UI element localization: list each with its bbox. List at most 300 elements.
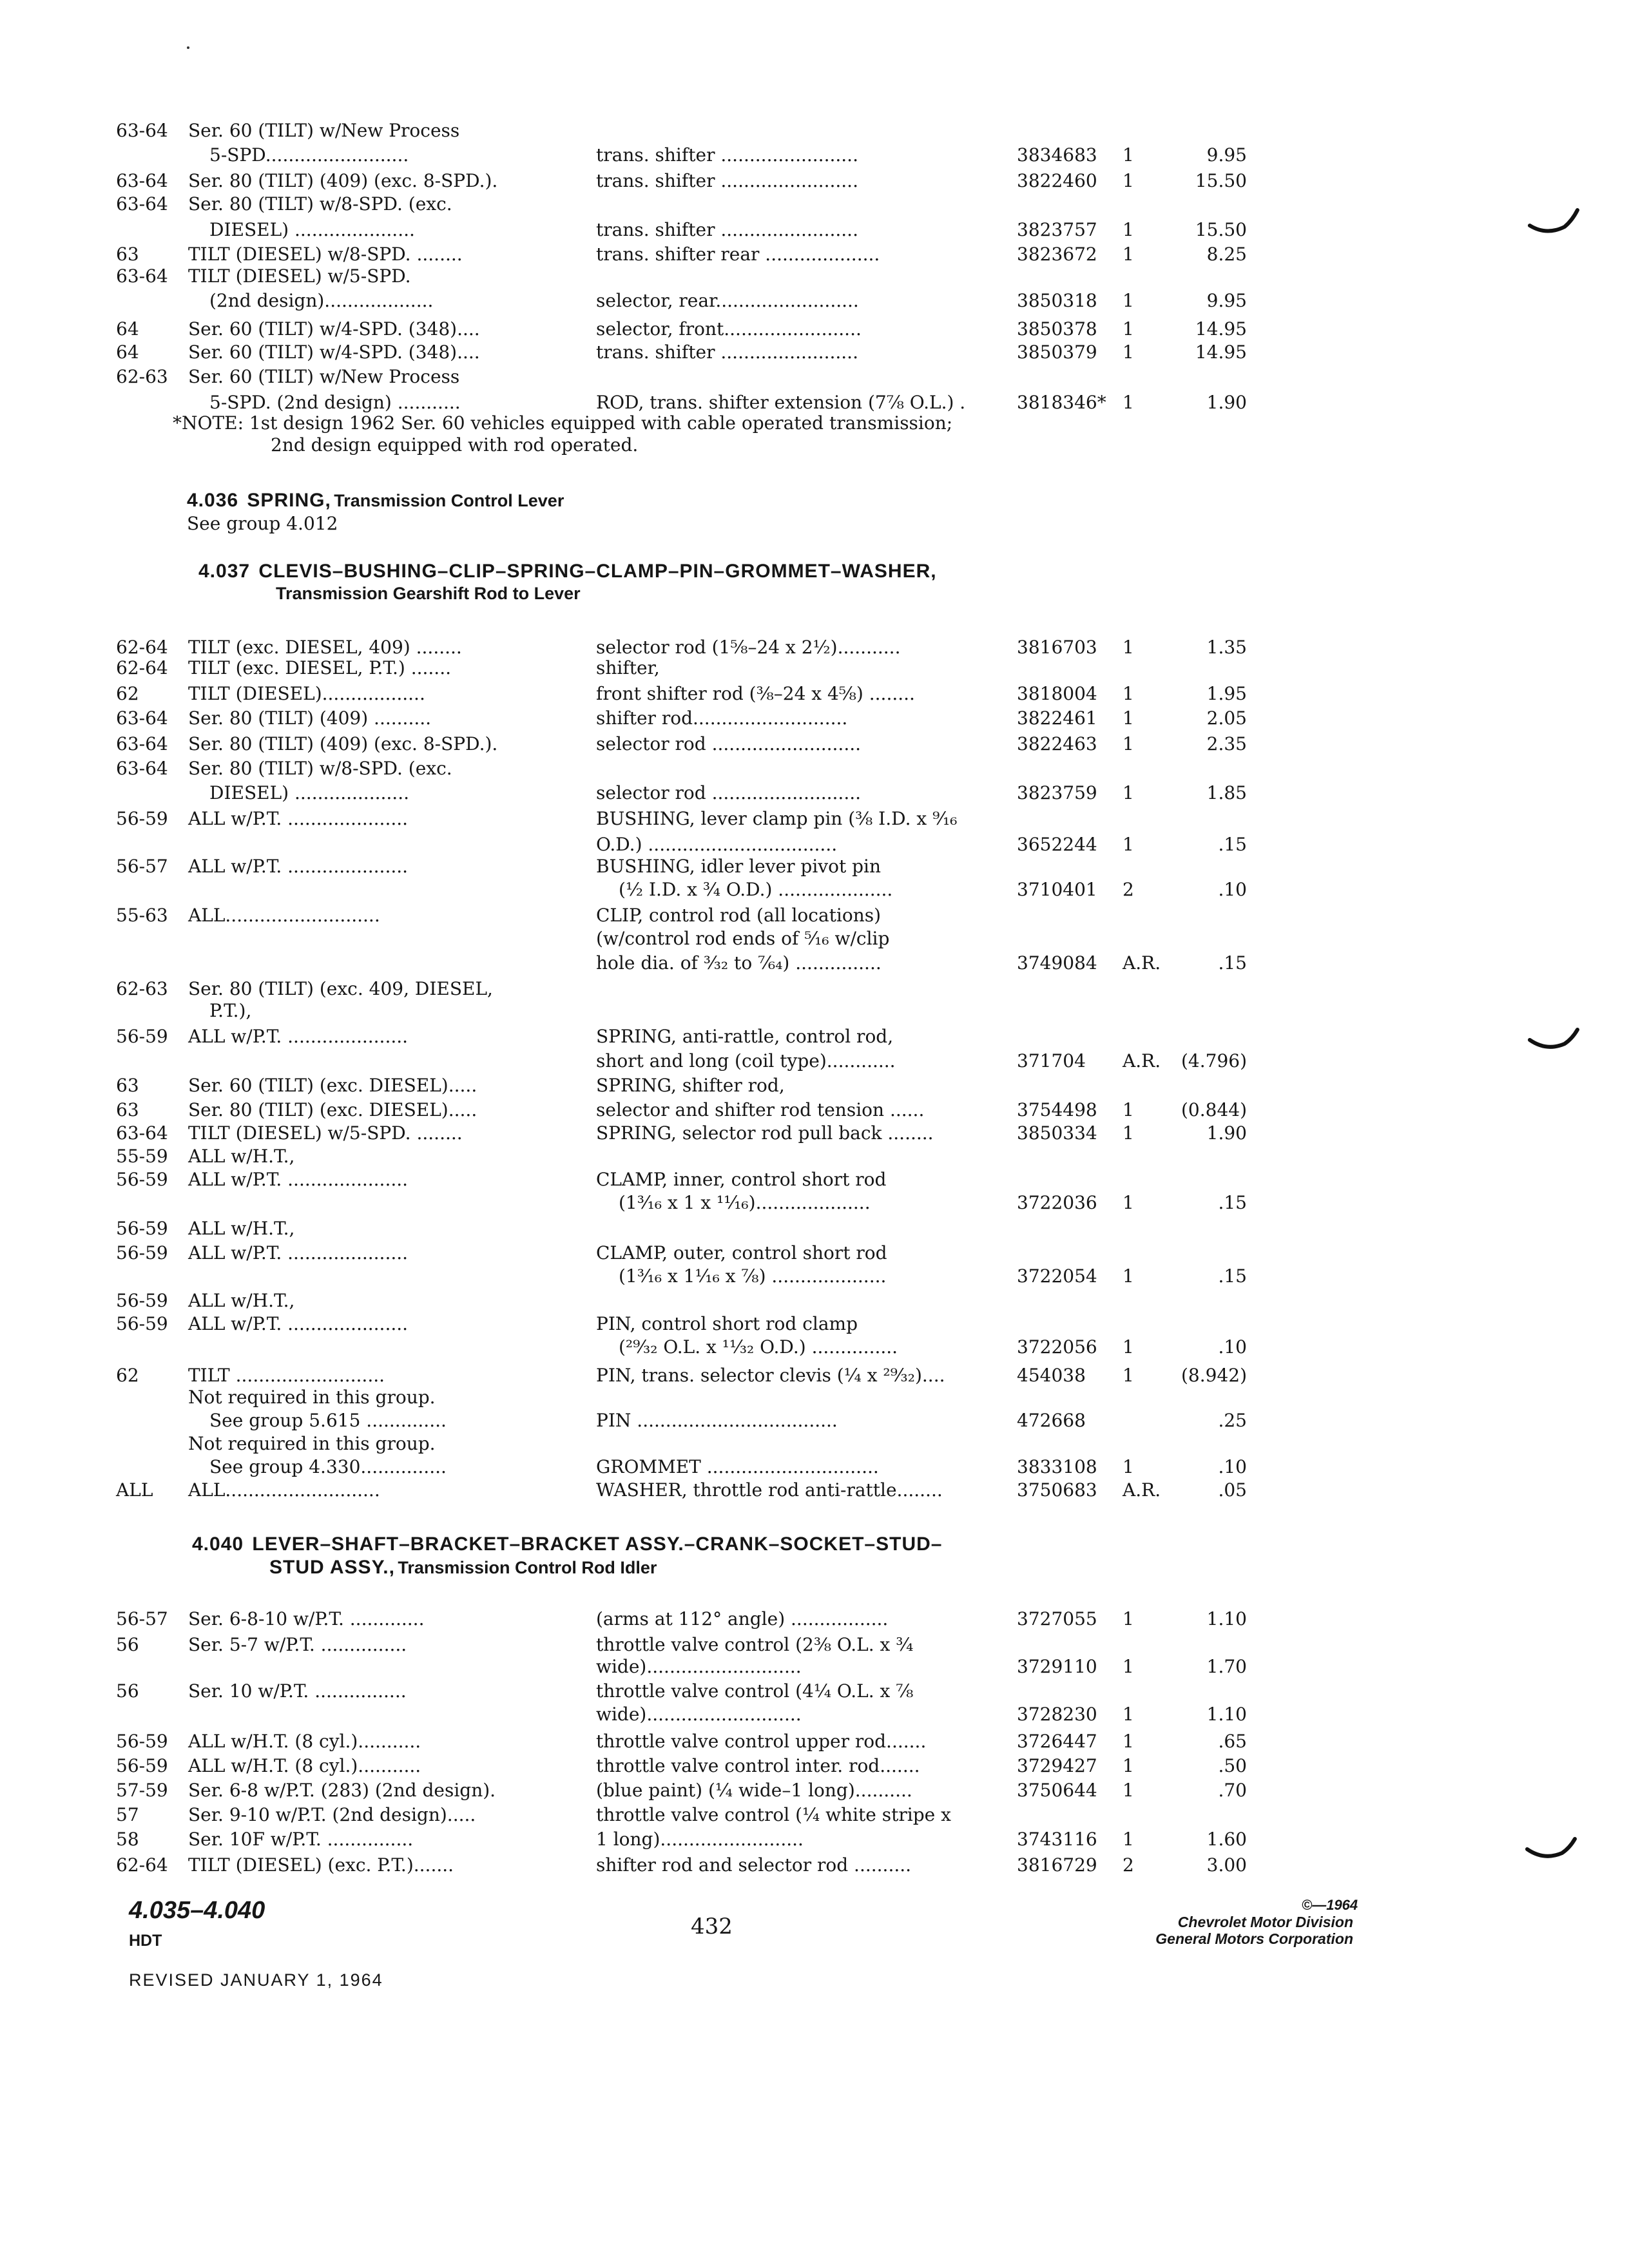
section-number: 4.037 — [198, 561, 251, 582]
table-row — [0, 977, 1629, 1001]
description-cell: BUSHING, idler lever pivot pin — [596, 856, 882, 877]
description-cell: SPRING, selector rod pull back ........ — [596, 1122, 934, 1144]
description-cell: CLAMP, inner, control short rod — [596, 1169, 887, 1190]
year-cell: 63-64 — [116, 193, 168, 215]
section-heading-4036 — [187, 490, 564, 512]
part-number-cell: 3749084 — [1017, 952, 1097, 974]
application-cell: Ser. 80 (TILT) (409) .......... — [188, 707, 432, 729]
part-number-cell: 3729427 — [1017, 1755, 1097, 1776]
table-row — [0, 1264, 1629, 1289]
table-row — [0, 1363, 1629, 1388]
footer-division: Chevrolet Motor Division — [1177, 1914, 1353, 1930]
table-row — [0, 903, 1629, 928]
table-row — [0, 1168, 1629, 1192]
price-cell: .15 — [1218, 1192, 1247, 1213]
description-cell: SPRING, anti-rattle, control rod, — [596, 1026, 894, 1047]
price-cell: .10 — [1218, 1336, 1247, 1358]
table-row — [0, 706, 1629, 731]
part-number-cell: 3823672 — [1017, 244, 1097, 265]
description-cell: trans. shifter ........................ — [596, 144, 858, 166]
table-row — [0, 756, 1629, 781]
year-cell: 62-64 — [116, 1854, 168, 1876]
year-cell: 56-59 — [116, 1755, 168, 1776]
application-cell: Ser. 80 (TILT) (409) (exc. 8-SPD.). — [188, 170, 498, 191]
table-row — [0, 169, 1629, 193]
part-number-cell: 3816729 — [1017, 1854, 1097, 1876]
application-cell: Not required in this group. — [188, 1433, 436, 1454]
price-cell: .70 — [1218, 1780, 1247, 1801]
table-row — [0, 365, 1629, 389]
price-cell: 9.95 — [1206, 144, 1247, 166]
price-cell: 1.85 — [1206, 782, 1247, 803]
quantity-cell: 1 — [1123, 244, 1134, 265]
footer-revised-date: REVISED JANUARY 1, 1964 — [129, 1970, 383, 1990]
description-cell: PIN ................................... — [596, 1410, 838, 1431]
price-cell: .50 — [1218, 1755, 1247, 1776]
table-row — [0, 192, 1629, 216]
price-cell: .15 — [1218, 834, 1247, 855]
price-cell: .05 — [1218, 1479, 1247, 1501]
description-cell: trans. shifter ........................ — [596, 170, 858, 191]
year-cell: 56-59 — [116, 1026, 168, 1047]
year-cell: 63-64 — [116, 170, 168, 191]
application-cell: TILT (DIESEL) w/5-SPD. ........ — [188, 1122, 463, 1144]
price-cell: 3.00 — [1206, 1854, 1247, 1876]
application-cell: P.T.), — [209, 1000, 252, 1021]
application-cell: TILT (DIESEL) w/8-SPD. ........ — [188, 244, 463, 265]
table-row — [0, 1853, 1629, 1878]
table-row — [0, 656, 1629, 680]
section-subtitle: Transmission Control Rod Idler — [398, 1558, 657, 1577]
description-cell: trans. shifter rear .................... — [596, 244, 880, 265]
year-cell: 63 — [116, 1075, 139, 1096]
quantity-cell: 1 — [1123, 782, 1134, 803]
year-cell: 62-63 — [116, 366, 168, 387]
application-cell: Ser. 80 (TILT) w/8-SPD. (exc. — [188, 758, 452, 779]
quantity-cell: 2 — [1123, 879, 1134, 900]
table-row — [0, 854, 1629, 879]
application-cell: TILT (DIESEL).................. — [188, 683, 425, 704]
description-cell: front shifter rod (⅜–24 x 4⅝) ........ — [596, 683, 915, 704]
section-title: SPRING, — [247, 490, 331, 511]
part-number-cell: 3729110 — [1017, 1656, 1097, 1677]
price-cell: 1.95 — [1206, 683, 1247, 704]
application-cell: Ser. 60 (TILT) w/4-SPD. (348).... — [188, 318, 480, 340]
table-row — [0, 1144, 1629, 1169]
table-row — [0, 1049, 1629, 1073]
table-row — [0, 878, 1629, 902]
description-cell: (blue paint) (¼ wide–1 long).......... — [596, 1780, 912, 1801]
table-row — [0, 807, 1629, 831]
part-number-cell: 3833108 — [1017, 1456, 1097, 1477]
application-cell: ALL w/P.T. ..................... — [188, 1313, 409, 1334]
table-row — [0, 781, 1629, 805]
table-row — [0, 1478, 1629, 1503]
application-cell: DIESEL) ..................... — [209, 219, 415, 240]
footer-copyright: ©—1964 — [1302, 1897, 1358, 1913]
application-cell: Ser. 6-8 w/P.T. (283) (2nd design). — [188, 1780, 496, 1801]
section-number: 4.040 — [192, 1533, 244, 1555]
table-row — [0, 927, 1629, 951]
part-number-cell: 3743116 — [1017, 1829, 1097, 1850]
part-number-cell: 3726447 — [1017, 1731, 1097, 1752]
application-cell: TILT (DIESEL) (exc. P.T.)....... — [188, 1854, 454, 1876]
part-number-cell: 3722054 — [1017, 1265, 1097, 1287]
description-cell: selector and shifter rod tension ...... — [596, 1099, 925, 1120]
price-cell: 1.60 — [1206, 1829, 1247, 1850]
part-number-cell: 371704 — [1017, 1050, 1086, 1072]
description-cell: GROMMET .............................. — [596, 1456, 879, 1477]
price-cell: .10 — [1218, 1456, 1247, 1477]
application-cell: Ser. 10 w/P.T. ................ — [188, 1680, 407, 1702]
quantity-cell: A.R. — [1123, 1050, 1161, 1072]
table-row — [0, 1191, 1629, 1215]
description-cell: throttle valve control (¼ white stripe x — [596, 1804, 951, 1825]
part-number-cell: 3822461 — [1017, 707, 1097, 729]
section-title: LEVER–SHAFT–BRACKET–BRACKET ASSY.–CRANK–SOCKET–STUD– — [252, 1533, 943, 1555]
table-row — [0, 264, 1629, 289]
year-cell: 62-63 — [116, 978, 168, 999]
description-cell: wide)........................... — [596, 1656, 802, 1677]
quantity-cell: 1 — [1123, 1780, 1134, 1801]
price-cell: 2.05 — [1206, 707, 1247, 729]
description-cell: WASHER, throttle rod anti-rattle........ — [596, 1479, 943, 1501]
table-row — [0, 1778, 1629, 1803]
table-row — [0, 143, 1629, 168]
application-cell: ALL w/H.T. (8 cyl.)........... — [188, 1755, 421, 1776]
section-heading-4040 — [192, 1533, 942, 1555]
year-cell: 56-57 — [116, 1608, 168, 1629]
year-cell: 62 — [116, 683, 139, 704]
part-number-cell: 3818004 — [1017, 683, 1097, 704]
year-cell: 62-64 — [116, 657, 168, 678]
application-cell: Ser. 6-8-10 w/P.T. ............. — [188, 1608, 425, 1629]
part-number-cell: 3818346* — [1017, 392, 1106, 413]
year-cell: 63-64 — [116, 1122, 168, 1144]
year-cell: 55-63 — [116, 905, 168, 926]
table-row — [0, 999, 1629, 1023]
application-cell: Ser. 80 (TILT) w/8-SPD. (exc. — [188, 193, 452, 215]
price-cell: .10 — [1218, 879, 1247, 900]
table-row — [0, 1827, 1629, 1852]
application-cell: ALL w/H.T., — [188, 1218, 295, 1239]
table-row — [0, 1607, 1629, 1631]
description-cell: throttle valve control inter. rod....... — [596, 1755, 920, 1776]
application-cell: Ser. 5-7 w/P.T. ............... — [188, 1634, 407, 1655]
table-row — [0, 119, 1629, 143]
year-cell: 56 — [116, 1680, 139, 1702]
part-number-cell: 454038 — [1017, 1365, 1086, 1386]
application-cell: Ser. 60 (TILT) w/4-SPD. (348).... — [188, 341, 480, 363]
quantity-cell: 1 — [1123, 1731, 1134, 1752]
table-row — [0, 951, 1629, 975]
price-cell: 14.95 — [1195, 318, 1247, 340]
table-row — [0, 1803, 1629, 1827]
table-row — [0, 1633, 1629, 1657]
part-number-cell: 3850318 — [1017, 290, 1097, 311]
price-cell: .15 — [1218, 1265, 1247, 1287]
year-cell: 63-64 — [116, 733, 168, 754]
application-cell: ALL w/P.T. ..................... — [188, 1169, 409, 1190]
description-cell: CLIP, control rod (all locations) — [596, 905, 882, 926]
quantity-cell: 1 — [1123, 290, 1134, 311]
year-cell: 63-64 — [116, 120, 168, 141]
quantity-cell: 1 — [1123, 341, 1134, 363]
price-cell: 14.95 — [1195, 341, 1247, 363]
part-number-cell: 3722036 — [1017, 1192, 1097, 1213]
table-row — [0, 1385, 1629, 1410]
quantity-cell: 1 — [1123, 1365, 1134, 1386]
application-cell: TILT (exc. DIESEL, P.T.) ....... — [188, 657, 452, 678]
year-cell: 57 — [116, 1804, 139, 1825]
year-cell: 56-59 — [116, 1218, 168, 1239]
description-cell: (w/control rod ends of ⁵⁄₁₆ w/clip — [596, 928, 890, 949]
table-row — [0, 1455, 1629, 1479]
application-cell: ALL........................... — [188, 1479, 380, 1501]
quantity-cell: 1 — [1123, 1336, 1134, 1358]
quantity-cell: 1 — [1123, 170, 1134, 191]
footer-hdt: HDT — [129, 1932, 162, 1950]
description-cell: shifter rod and selector rod .......... — [596, 1854, 912, 1876]
table-row — [0, 1312, 1629, 1336]
quantity-cell: A.R. — [1123, 952, 1161, 974]
section-title-cont: STUD ASSY., — [269, 1557, 395, 1578]
price-cell: .15 — [1218, 952, 1247, 974]
part-number-cell: 3850334 — [1017, 1122, 1097, 1144]
application-cell: TILT (exc. DIESEL, 409) ........ — [188, 637, 462, 658]
table-row — [0, 1121, 1629, 1146]
quantity-cell: 1 — [1123, 318, 1134, 340]
part-number-cell: 3727055 — [1017, 1608, 1097, 1629]
description-cell: (²⁹⁄₃₂ O.L. x ¹¹⁄₃₂ O.D.) ............... — [619, 1336, 898, 1358]
description-cell: trans. shifter ........................ — [596, 341, 858, 363]
price-cell: 15.50 — [1195, 219, 1247, 240]
year-cell: 63 — [116, 1099, 139, 1120]
description-cell: CLAMP, outer, control short rod — [596, 1242, 887, 1264]
application-cell: ALL w/P.T. ..................... — [188, 808, 409, 829]
part-number-cell: 3850378 — [1017, 318, 1097, 340]
description-cell: (1³⁄₁₆ x 1¹⁄₁₆ x ⅞) .................... — [619, 1265, 887, 1287]
table-row — [0, 1289, 1629, 1313]
part-number-cell: 3750644 — [1017, 1780, 1097, 1801]
margin-checkmark — [1525, 1835, 1577, 1867]
price-cell: .65 — [1218, 1731, 1247, 1752]
table-row — [0, 1241, 1629, 1265]
application-cell: Ser. 60 (TILT) w/New Process — [188, 120, 460, 141]
application-cell: ALL w/H.T. (8 cyl.)........... — [188, 1731, 421, 1752]
application-cell: TILT (DIESEL) w/5-SPD. — [188, 265, 411, 287]
section-subtitle: Transmission Control Lever — [334, 491, 564, 510]
description-cell: selector rod .......................... — [596, 733, 862, 754]
see-group-note: See group 4.012 — [187, 513, 338, 534]
scan-speck — [187, 46, 189, 49]
application-cell: ALL w/P.T. ..................... — [188, 1026, 409, 1047]
part-number-cell: 3822460 — [1017, 170, 1097, 191]
price-cell: 9.95 — [1206, 290, 1247, 311]
description-cell: wide)........................... — [596, 1704, 802, 1725]
application-cell: Ser. 80 (TILT) (409) (exc. 8-SPD.). — [188, 733, 498, 754]
section-heading-4037 — [198, 561, 937, 582]
quantity-cell: 1 — [1123, 144, 1134, 166]
price-cell: (0.844) — [1181, 1099, 1247, 1120]
application-cell: Not required in this group. — [188, 1387, 436, 1408]
quantity-cell: 1 — [1123, 1192, 1134, 1213]
application-cell: ALL w/P.T. ..................... — [188, 1242, 409, 1264]
application-cell: (2nd design)................... — [209, 290, 434, 311]
quantity-cell: 1 — [1123, 1099, 1134, 1120]
description-cell: shifter, — [596, 657, 660, 678]
year-cell: 63-64 — [116, 758, 168, 779]
table-row — [0, 289, 1629, 313]
footer-corporation: General Motors Corporation — [1155, 1930, 1353, 1947]
application-cell: Ser. 60 (TILT) w/New Process — [188, 366, 460, 387]
quantity-cell: 1 — [1123, 733, 1134, 754]
table-row — [0, 1073, 1629, 1098]
application-cell: Ser. 80 (TILT) (exc. 409, DIESEL, — [188, 978, 493, 999]
table-row — [0, 1754, 1629, 1778]
quantity-cell: 1 — [1123, 1755, 1134, 1776]
application-cell: 5-SPD......................... — [209, 144, 409, 166]
year-cell: 56 — [116, 1634, 139, 1655]
section-number: 4.036 — [187, 490, 239, 511]
price-cell: (4.796) — [1181, 1050, 1247, 1072]
quantity-cell: 1 — [1123, 219, 1134, 240]
table-row — [0, 218, 1629, 242]
application-cell: ALL w/H.T., — [188, 1290, 295, 1311]
description-cell: (½ I.D. x ¾ O.D.) .................... — [619, 879, 893, 900]
quantity-cell: 1 — [1123, 1608, 1134, 1629]
price-cell: 1.90 — [1206, 1122, 1247, 1144]
description-cell: (arms at 112° angle) ................. — [596, 1608, 889, 1629]
section-title: CLEVIS–BUSHING–CLIP–SPRING–CLAMP–PIN–GROMMET–WASHER, — [258, 561, 937, 582]
description-cell: O.D.) ................................. — [596, 834, 838, 855]
footnote-line-2: 2nd design equipped with rod operated. — [271, 434, 639, 456]
table-row — [0, 1098, 1629, 1122]
part-number-cell: 3710401 — [1017, 879, 1097, 900]
price-cell: (8.942) — [1181, 1365, 1247, 1386]
description-cell: 1 long)......................... — [596, 1829, 804, 1850]
quantity-cell: 2 — [1123, 1854, 1134, 1876]
quantity-cell: A.R. — [1123, 1479, 1161, 1501]
year-cell: 64 — [116, 341, 139, 363]
application-cell: DIESEL) .................... — [209, 782, 409, 803]
price-cell: 1.10 — [1206, 1608, 1247, 1629]
price-cell: 1.35 — [1206, 637, 1247, 658]
table-row — [0, 682, 1629, 706]
description-cell: throttle valve control (2⅜ O.L. x ¾ — [596, 1634, 914, 1655]
description-cell: hole dia. of ³⁄₃₂ to ⁷⁄₆₄) ............... — [596, 952, 882, 974]
year-cell: 63-64 — [116, 707, 168, 729]
price-cell: 8.25 — [1206, 244, 1247, 265]
table-row — [0, 732, 1629, 756]
price-cell: 1.90 — [1206, 392, 1247, 413]
part-number-cell: 3754498 — [1017, 1099, 1097, 1120]
table-row — [0, 1729, 1629, 1754]
table-row — [0, 1408, 1629, 1433]
table-row — [0, 832, 1629, 857]
table-row — [0, 340, 1629, 365]
description-cell: selector, rear......................... — [596, 290, 859, 311]
application-cell: Ser. 60 (TILT) (exc. DIESEL)..... — [188, 1075, 477, 1096]
description-cell: throttle valve control (4¼ O.L. x ⅞ — [596, 1680, 914, 1702]
application-cell: Ser. 80 (TILT) (exc. DIESEL)..... — [188, 1099, 477, 1120]
year-cell: 56-59 — [116, 808, 168, 829]
table-row — [0, 317, 1629, 341]
quantity-cell: 1 — [1123, 1456, 1134, 1477]
part-number-cell: 3750683 — [1017, 1479, 1097, 1501]
table-row — [0, 1216, 1629, 1241]
description-cell: (1³⁄₁₆ x 1 x ¹¹⁄₁₆).................... — [619, 1192, 871, 1213]
description-cell: short and long (coil type)............ — [596, 1050, 896, 1072]
application-cell: See group 5.615 .............. — [209, 1410, 447, 1431]
quantity-cell: 1 — [1123, 683, 1134, 704]
application-cell: 5-SPD. (2nd design) ........... — [209, 392, 461, 413]
table-row — [0, 1432, 1629, 1456]
application-cell: ALL........................... — [188, 905, 380, 926]
description-cell: trans. shifter ........................ — [596, 219, 858, 240]
quantity-cell: 1 — [1123, 1829, 1134, 1850]
price-cell: 2.35 — [1206, 733, 1247, 754]
year-cell: 62 — [116, 1365, 139, 1386]
year-cell: ALL — [116, 1479, 153, 1501]
application-cell: TILT .......................... — [188, 1365, 385, 1386]
year-cell: 64 — [116, 318, 139, 340]
table-row — [0, 1335, 1629, 1360]
section-heading-4040-line2 — [269, 1557, 657, 1579]
table-row — [0, 1024, 1629, 1049]
price-cell: 15.50 — [1195, 170, 1247, 191]
margin-checkmark — [1527, 1026, 1580, 1058]
footnote-line-1: *NOTE: 1st design 1962 Ser. 60 vehicles equipped with cable operated transmission; — [173, 412, 953, 434]
footer-section-code: 4.035–4.040 — [129, 1897, 265, 1924]
quantity-cell: 1 — [1123, 392, 1134, 413]
year-cell: 56-59 — [116, 1731, 168, 1752]
year-cell: 62-64 — [116, 637, 168, 658]
description-cell: selector rod .......................... — [596, 782, 862, 803]
year-cell: 63-64 — [116, 265, 168, 287]
price-cell: 1.70 — [1206, 1656, 1247, 1677]
application-cell: ALL w/H.T., — [188, 1146, 295, 1167]
year-cell: 56-59 — [116, 1242, 168, 1264]
quantity-cell: 1 — [1123, 707, 1134, 729]
section-subtitle: Transmission Gearshift Rod to Lever — [276, 584, 581, 603]
description-cell: selector rod (1⁵⁄₈–24 x 2½)........... — [596, 637, 901, 658]
description-cell: SPRING, shifter rod, — [596, 1075, 785, 1096]
price-cell: 1.10 — [1206, 1704, 1247, 1725]
quantity-cell: 1 — [1123, 834, 1134, 855]
table-row — [0, 1655, 1629, 1679]
quantity-cell: 1 — [1123, 637, 1134, 658]
description-cell: PIN, control short rod clamp — [596, 1313, 858, 1334]
part-number-cell: 3822463 — [1017, 733, 1097, 754]
part-number-cell: 3823759 — [1017, 782, 1097, 803]
year-cell: 55-59 — [116, 1146, 168, 1167]
year-cell: 56-59 — [116, 1313, 168, 1334]
margin-checkmark — [1527, 207, 1580, 240]
description-cell: selector, front........................ — [596, 318, 862, 340]
page-number: 432 — [691, 1914, 733, 1939]
price-cell: .25 — [1218, 1410, 1247, 1431]
application-cell: ALL w/P.T. ..................... — [188, 856, 409, 877]
part-number-cell: 3850379 — [1017, 341, 1097, 363]
table-row — [0, 390, 1629, 415]
table-row — [0, 242, 1629, 267]
part-number-cell: 3728230 — [1017, 1704, 1097, 1725]
part-number-cell: 3823757 — [1017, 219, 1097, 240]
description-cell: throttle valve control upper rod....... — [596, 1731, 927, 1752]
year-cell: 56-59 — [116, 1290, 168, 1311]
part-number-cell: 3722056 — [1017, 1336, 1097, 1358]
